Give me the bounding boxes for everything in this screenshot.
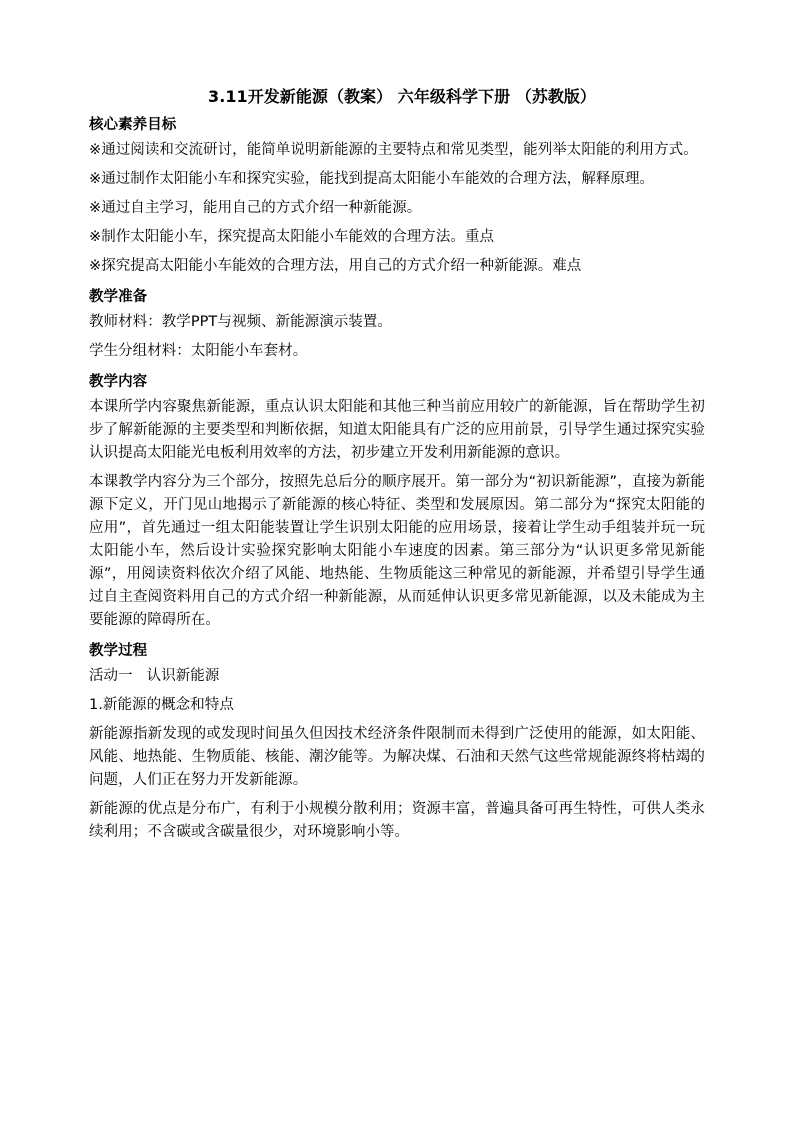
- process-heading: 教学过程: [89, 643, 148, 659]
- document-title: 3.11开发新能源（教案） 六年级科学下册 （苏教版）: [208, 87, 596, 106]
- goal-item: ※通过制作太阳能小车和探究实验，能找到提高太阳能小车能效的合理方法，解释原理。: [89, 171, 655, 187]
- process-paragraph: 新能源指新发现的或发现时间虽久但因技术经济条件限制而未得到广泛使用的能源，如太阳能、风能、地热能、生物质能、核能、潮汐能等。为解决煤、石油和天然气这些常规能源终将枯竭的问题，人们正在努力开发新能源。: [89, 726, 705, 788]
- prep-item: 学生分组材料：太阳能小车套材。: [89, 343, 308, 359]
- goals-heading: 核心素养目标: [89, 117, 177, 133]
- process-subheading: 1.新能源的概念和特点: [89, 697, 234, 713]
- content-paragraph: 本课所学内容聚焦新能源，重点认识太阳能和其他三种当前应用较广的新能源，旨在帮助学生初步了解新能源的主要类型和判断依据，知道太阳能具有广泛的应用前景，引导学生通过探究实验认识提高太阳能光电板利用效率的方法，初步建立开发利用新能源的意识。: [89, 399, 705, 461]
- goal-item: ※通过阅读和交流研讨，能简单说明新能源的主要特点和常见类型，能列举太阳能的利用方式。: [89, 142, 698, 158]
- prep-item: 教师材料：教学PPT与视频、新能源演示装置。: [89, 314, 392, 330]
- goal-item: ※探究提高太阳能小车能效的合理方法，用自己的方式介绍一种新能源。难点: [89, 258, 582, 274]
- activity-label: 活动一: [89, 668, 133, 684]
- prep-heading: 教学准备: [89, 289, 148, 305]
- content-heading: 教学内容: [89, 374, 148, 390]
- activity-title: 认识新能源: [146, 668, 220, 684]
- goal-item: ※制作太阳能小车，探究提高太阳能小车能效的合理方法。重点: [89, 229, 495, 245]
- activity-heading: [89, 665, 705, 694]
- document-page: [89, 86, 705, 850]
- goal-item: ※通过自主学习，能用自己的方式介绍一种新能源。: [89, 200, 422, 216]
- content-paragraph: 本课教学内容分为三个部分，按照先总后分的顺序展开。第一部分为“初识新能源”，直接为新能源下定义，开门见山地揭示了新能源的核心特征、类型和发展原因。第二部分为“探究太阳能的应用”，首先通过一组太阳能装置让学生识别太阳能的应用场景，接着让学生动手组装并玩一玩太阳能小车，然后设计实验探究影响太阳能小车速度的因素。第三部分为“认识更多常见新能源”，用阅读资料依次介绍了风能、地热能、生物质能这三种常见的新能源，并希望引导学生通过自主查阅资料用自己的方式介绍一种新能源，从而延伸认识更多常见新能源，以及未能成为主要能源的障碍所在。: [89, 474, 705, 628]
- process-paragraph: 新能源的优点是分布广，有利于小规模分散利用；资源丰富，普遍具备可再生特性，可供人类永续利用；不含碳或含碳量很少，对环境影响小等。: [89, 801, 705, 840]
